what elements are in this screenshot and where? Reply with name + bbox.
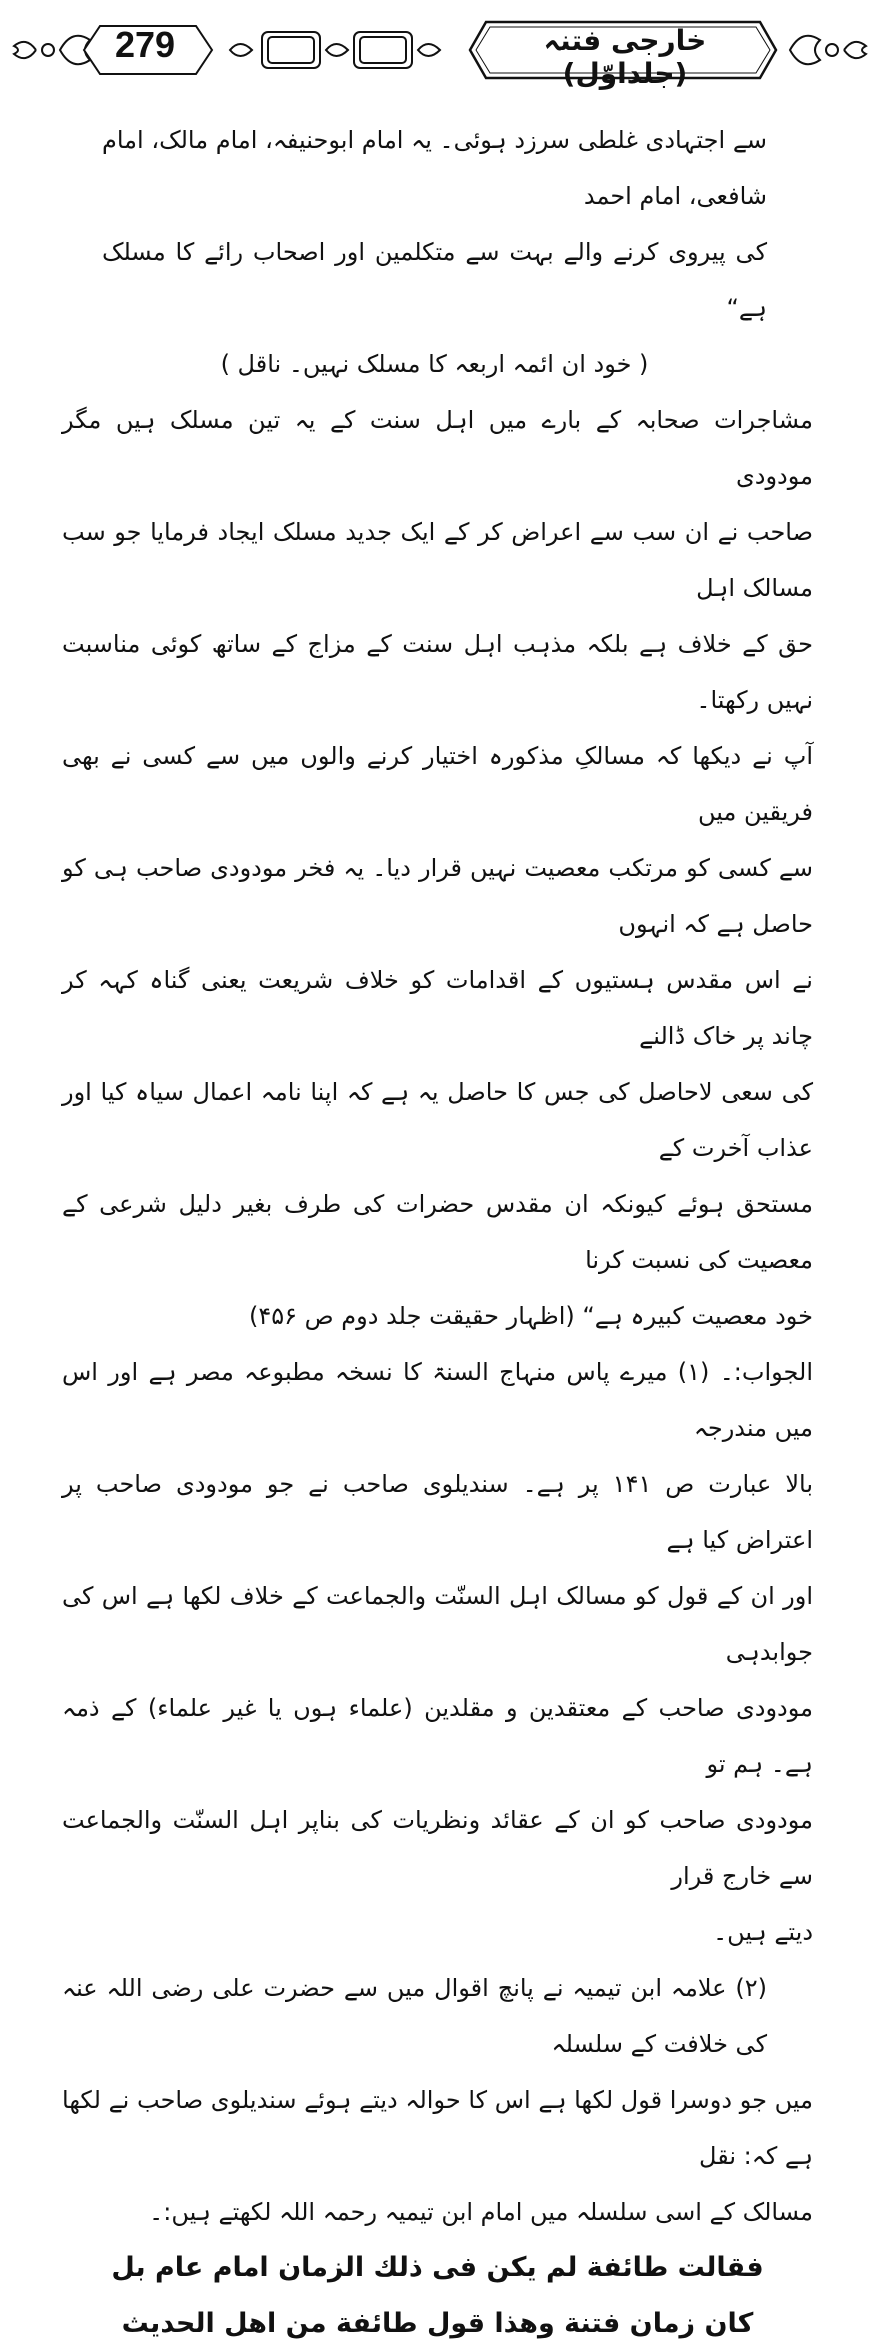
page-body [62, 112, 813, 2352]
text-line: بالا عبارت ص ۱۴۱ پر ہے۔ سندیلوی صاحب نے جو مودودی صاحب پر اعتراض کیا ہے [62, 1470, 813, 1554]
text-line: مودودی صاحب کو ان کے عقائد ونظریات کی بناپر اہل السنّت والجماعت سے خارج قرار [62, 1806, 813, 1890]
text-line: دیتے ہیں۔ [713, 1918, 813, 1946]
text-line: آپ نے دیکھا کہ مسالکِ مذکورہ اختیار کرنے والوں میں سے کسی نے بھی فریقین میں [62, 742, 813, 826]
text-line: مشاجرات صحابہ کے بارے میں اہل سنت کے یہ تین مسلک ہیں مگر مودودی [62, 406, 813, 490]
paragraph-1 [62, 392, 813, 1344]
text-line: ( خود ان ائمہ اربعہ کا مسلک نہیں۔ ناقل ) [220, 350, 649, 378]
arabic-line: كان زمان فتنة وهذا قول طائفة من اهل الحديث [121, 2308, 754, 2339]
center-medallion-icon [230, 32, 440, 68]
text-line: میں جو دوسرا قول لکھا ہے اس کا حوالہ دیتے ہوئے سندیلوی صاحب نے لکھا ہے کہ: نقل [62, 2086, 813, 2170]
text-line: صاحب نے ان سب سے اعراض کر کے ایک جدید مسلک ایجاد فرمایا جو سب مسالک اہل [62, 518, 813, 602]
text-line: کی پیروی کرنے والے بہت سے متکلمین اور اصحاب رائے کا مسلک ہے“ [102, 238, 767, 322]
text-line: مودودی صاحب کے معتقدین و مقلدین (علماء ہوں یا غیر علماء) کے ذمہ ہے۔ ہم تو [62, 1694, 813, 1778]
right-floral-ornament-icon [790, 36, 866, 64]
text-line: نے اس مقدس ہستیوں کے اقدامات کو خلاف شریعت یعنی گناہ کہہ کر چاند پر خاک ڈالنے [62, 966, 813, 1050]
text-line: (۲) علامہ ابن تیمیہ نے پانچ اقوال میں سے حضرت علی رضی اللہ عنہ کی خلافت کے سلسلہ [62, 1974, 767, 2058]
text-line: اور ان کے قول کو مسالک اہل السنّت والجماعت کے خلاف لکھا ہے اس کی جوابدہی [62, 1582, 813, 1666]
arabic-line: فقالت طائفة لم يكن فى ذلك الزمان امام عام بل [111, 2252, 764, 2283]
text-line: مسالک کے اسی سلسلہ میں امام ابن تیمیہ رحمہ اللہ لکھتے ہیں:۔ [149, 2198, 813, 2226]
text-line: حق کے خلاف ہے بلکہ مذہب اہل سنت کے مزاج کے ساتھ کوئی مناسبت نہیں رکھتا۔ [62, 630, 813, 714]
text-line: سے کسی کو مرتکب معصیت نہیں قرار دیا۔ یہ فخر مودودی صاحب ہی کو حاصل ہے کہ انہوں [62, 854, 813, 938]
page-number: 279 [114, 24, 176, 65]
quote-continuation [62, 112, 813, 392]
running-title: خارجی فتنہ (جلداوّل) [543, 24, 707, 90]
paragraph-2-answer [62, 1344, 813, 1960]
text-line: مستحق ہوئے کیونکہ ان مقدس حضرات کی طرف بغیر دلیل شرعی کے معصیت کی نسبت کرنا [62, 1190, 813, 1274]
text-line: کی سعی لاحاصل کی جس کا حاصل یہ ہے کہ اپنا نامہ اعمال سیاہ کیا اور عذاب آخرت کے [62, 1078, 813, 1162]
paragraph-3 [62, 1960, 813, 2240]
text-line: سے اجتہادی غلطی سرزد ہوئی۔ یہ امام ابوحنیفہ، امام مالک، امام شافعی، امام احمد [102, 126, 767, 210]
text-line: خود معصیت کبیرہ ہے“ (اظہار حقیقت جلد دوم ص ۴۵۶) [248, 1302, 813, 1330]
arabic-quotation [62, 2240, 813, 2352]
text-line: الجواب:۔ (۱) میرے پاس منہاج السنۃ کا نسخہ مطبوعہ مصر ہے اور اس میں مندرجہ [62, 1358, 813, 1442]
page-header [0, 0, 875, 100]
